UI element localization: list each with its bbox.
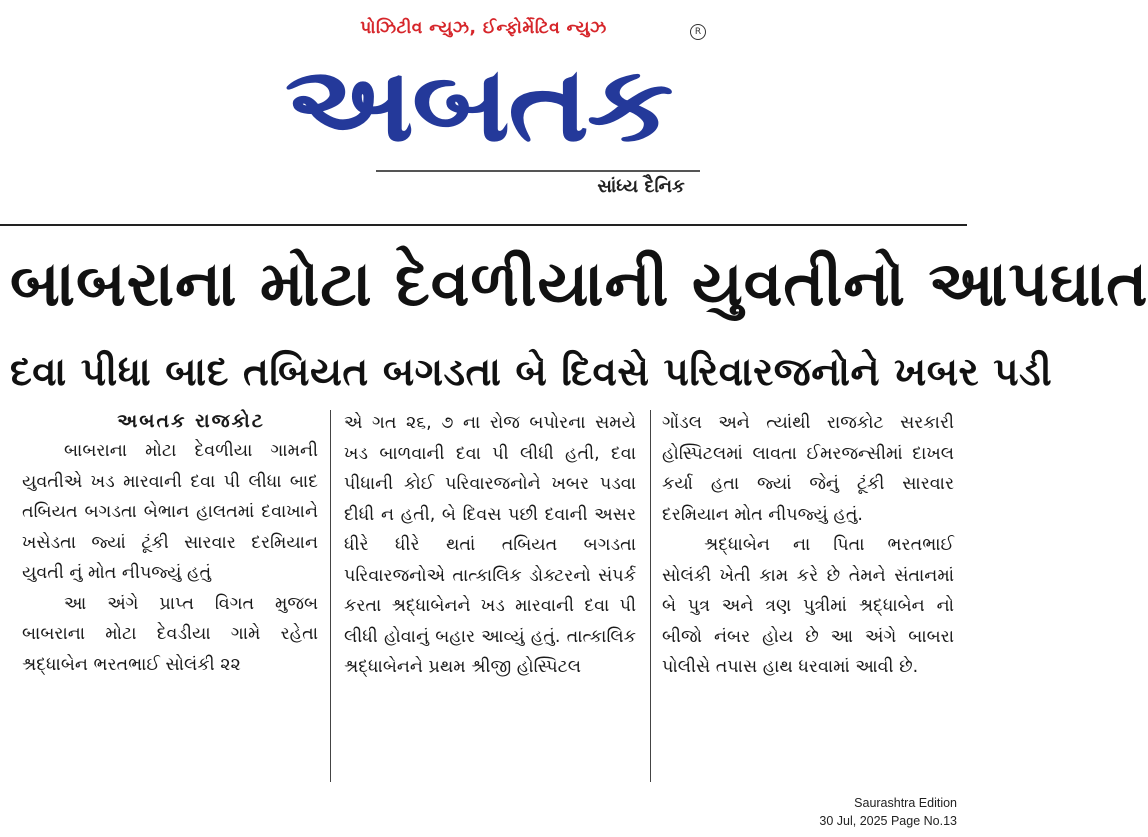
page-divider <box>0 224 967 226</box>
column-divider <box>330 410 331 782</box>
article-paragraph: શ્રદ્ધાબેન ના પિતા ભરતભાઈ સોલંકી ખેતી કામ કરે છે તેમને સંતાનમાં બે પુત્ર અને ત્રણ પુત્રીમાં શ્રદ્ધાબેન નો બીજો નંબર હોય છે આ અંગે બાબરા પોલીસે તપાસ હાથ ધરવામાં આવી છે. <box>662 535 954 677</box>
newspaper-logo: અબતક <box>284 43 672 165</box>
article-paragraph: બાબરાના મોટા દેવળીયા ગામની યુવતીએ ખડ મારવાની દવા પી લીધા બાદ તબિયત બગડતા બેભાન હાલતમાં દવાખાને ખસેડતા જ્યાં ટૂંકી સારવાર દરમિયાન યુવતી નું મોત નીપજ્યું હતું <box>22 441 318 583</box>
article-subheadline: દવા પીધા બાદ તબિયત બગડતા બે દિવસે પરિવારજનોને ખબર પડી <box>10 350 1053 395</box>
article-column-1 <box>22 408 318 783</box>
article-headline: બાબરાના મોટા દેવળીયાની યુવતીનો આપઘાત <box>10 247 1148 320</box>
edition-name: Saurashtra Edition <box>854 796 957 810</box>
article-column-2 <box>344 408 636 783</box>
masthead-tagline: પોઝિટીવ ન્યુઝ, ઈન્ફોર્મેટિવ ન્યુઝ <box>360 18 607 38</box>
registered-mark-icon: R <box>690 24 706 40</box>
article-column-3 <box>662 408 954 783</box>
article-paragraph: એ ગત ૨૬, ૭ ના રોજ બપોરના સમયે ખડ બાળવાની દવા પી લીધી હતી, દવા પીધાની કોઈ પરિવારજનોને ખબર પડવા દીધી ન હતી, બે દિવસ પછી દવાની અસર ધીરે ધીરે થતાં તબિયત બગડતા પરિવારજનોએ તાત્કાલિક ડોક્ટરનો સંપર્ક કરતા શ્રદ્ધાબેનને ખડ મારવાની દવા પી લીધી હોવાનું બહાર આવ્યું હતું. તાત્કાલિક શ્રદ્ધાબેનને પ્રથમ શ્રીજી હોસ્પિટલ <box>344 413 636 677</box>
article-paragraph: ગોંડલ અને ત્યાંથી રાજકોટ સરકારી હોસ્પિટલમાં લાવતા ઈમરજન્સીમાં દાખલ કર્યા હતા જ્યાં જેનું ટૂંકી સારવાર દરમિયાન મોત નીપજ્યું હતું. <box>662 413 954 525</box>
article-paragraph: આ અંગે પ્રાપ્ત વિગત મુજબ બાબરાના મોટા દેવડીયા ગામે રહેતા શ્રદ્ધાબેન ભરતભાઈ સોલંકી ૨૨ <box>22 593 318 675</box>
edition-date-page: 30 Jul, 2025 Page No.13 <box>819 814 957 828</box>
article-byline: અબતક રાજકોટ <box>117 410 265 432</box>
column-divider <box>650 410 651 782</box>
masthead-divider <box>376 170 700 172</box>
edition-info <box>819 794 957 830</box>
masthead-subtitle: સાંધ્ય દૈનિક <box>597 176 685 197</box>
